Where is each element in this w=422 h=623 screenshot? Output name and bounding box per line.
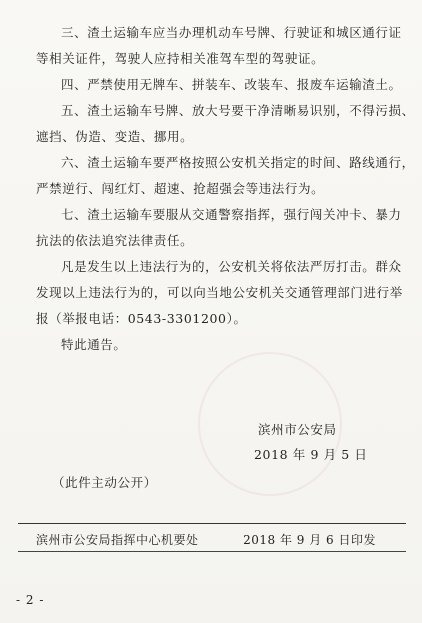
- closing-paragraph: [36, 332, 388, 358]
- clause-3: [36, 20, 402, 72]
- clause-4: [36, 72, 402, 98]
- footer-print-date: 2018 年 9 月 6 日印发: [243, 533, 376, 547]
- enforcement-line-3: 报（举报电话：0543-3301200）。: [36, 311, 247, 326]
- clause-4-line-1: 四、严禁使用无牌车、拼装车、改装车、报废车运输渣土。: [61, 77, 402, 92]
- clause-6-line-1: 六、渣土运输车要严格按照公安机关指定的时间、路线通行，: [61, 155, 415, 170]
- closing-line: 特此通告。: [61, 337, 127, 352]
- clause-6-line-2: 严禁逆行、闯红灯、超速、抢超强会等违法行为。: [36, 181, 325, 196]
- issue-date: 2018 年 9 月 5 日: [254, 447, 368, 462]
- enforcement-line-1: 凡是发生以上违法行为的，公安机关将依法严厉打击。群众: [61, 259, 402, 274]
- footer-bottom-rule: [18, 551, 406, 552]
- enforcement-paragraph: [36, 254, 403, 332]
- clause-5: [36, 98, 415, 150]
- issuer-name: 滨州市公安局: [258, 422, 337, 437]
- clause-5-line-2: 遮挡、伪造、变造、挪用。: [36, 129, 194, 144]
- clause-3-line-1: 三、渣土运输车应当办理机动车号牌、行驶证和城区通行证: [61, 25, 402, 40]
- disclosure-note: （此件主动公开）: [52, 475, 157, 490]
- clause-7-line-1: 七、渣土运输车要服从交通警察指挥，强行闯关冲卡、暴力: [61, 207, 402, 222]
- footer-office: 滨州市公安局指挥中心机要处: [36, 533, 199, 547]
- clause-5-line-1: 五、渣土运输车号牌、放大号要干净清晰易识别，不得污损、: [61, 103, 415, 118]
- enforcement-line-2: 发现以上违法行为的，可以向当地公安机关交通管理部门进行举: [36, 285, 403, 300]
- clause-7: [36, 202, 402, 254]
- clause-7-line-2: 抗法的依法追究法律责任。: [36, 233, 194, 248]
- clause-6: [36, 150, 415, 202]
- clause-3-line-2: 等相关证件，驾驶人应持相关准驾车型的驾驶证。: [36, 51, 325, 66]
- page-number: - 2 -: [16, 593, 45, 607]
- footer-top-rule: [18, 523, 406, 524]
